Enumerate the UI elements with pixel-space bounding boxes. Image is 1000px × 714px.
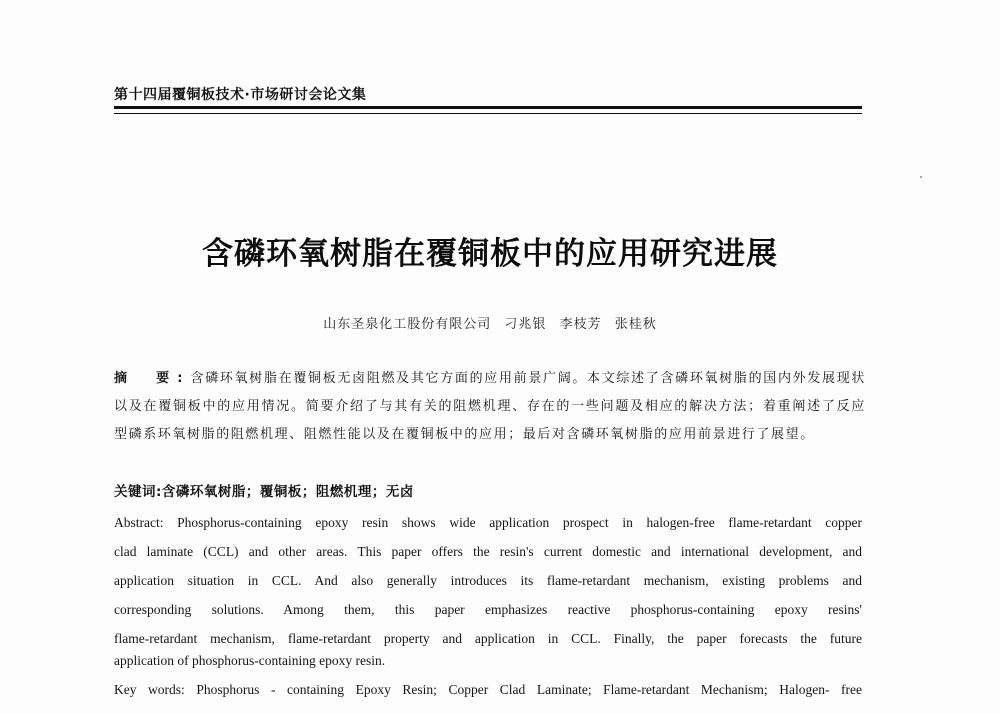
paper-title: 含磷环氧树脂在覆铜板中的应用研究进展 (202, 236, 778, 272)
header-rule-thin (114, 113, 862, 114)
author-1: 刁兆银 (504, 317, 547, 332)
abstract-chinese (114, 365, 866, 449)
author-line (0, 313, 980, 332)
scan-speck (920, 176, 922, 178)
abstract-en-line: flame-retardant mechanism, flame-retardant property and application in CCL. Finally, the paper forecasts the future (114, 631, 862, 646)
abstract-cn-label: 摘 要: (114, 371, 191, 386)
abstract-en-line: application situation in CCL. And also generally introduces its flame-retardant mechanism, existing problems and (114, 573, 862, 588)
abstract-english (114, 508, 862, 653)
keywords-english: Key words: Phosphorus - containing Epoxy Resin; Copper Clad Laminate; Flame-retardant Mechanism; Halogen- free (114, 682, 862, 697)
abstract-en-line: Abstract: Phosphorus-containing epoxy resin shows wide application prospect in halogen-free flame-retardant copper (114, 515, 862, 530)
running-header: 第十四届覆铜板技术·市场研讨会论文集 (114, 87, 367, 103)
abstract-en-line: clad laminate (CCL) and other areas. This paper offers the resin's current domestic and international development, and (114, 544, 862, 559)
header-rule-thick (114, 106, 862, 109)
author-2: 李枝芳 (559, 317, 602, 332)
keywords-chinese: 关键词:含磷环氧树脂；覆铜板；阻燃机理；无卤 (114, 484, 414, 500)
abstract-en-line: corresponding solutions. Among them, this paper emphasizes reactive phosphorus-containing epoxy resins' (114, 602, 862, 617)
abstract-en-last-line: application of phosphorus-containing epoxy resin. (114, 653, 386, 668)
affiliation: 山东圣泉化工股份有限公司 (323, 317, 492, 332)
abstract-cn-text: 含磷环氧树脂在覆铜板无卤阻燃及其它方面的应用前景广阔。本文综述了含磷环氧树脂的国内外发展现状以及在覆铜板中的应用情况。简要介绍了与其有关的阻燃机理、存在的一些问题及相应的解决方法；着重阐述了反应型磷系环氧树脂的阻燃机理、阻燃性能以及在覆铜板中的应用；最后对含磷环氧树脂的应用前景进行了展望。 (114, 371, 867, 442)
author-3: 张桂秋 (614, 317, 657, 332)
